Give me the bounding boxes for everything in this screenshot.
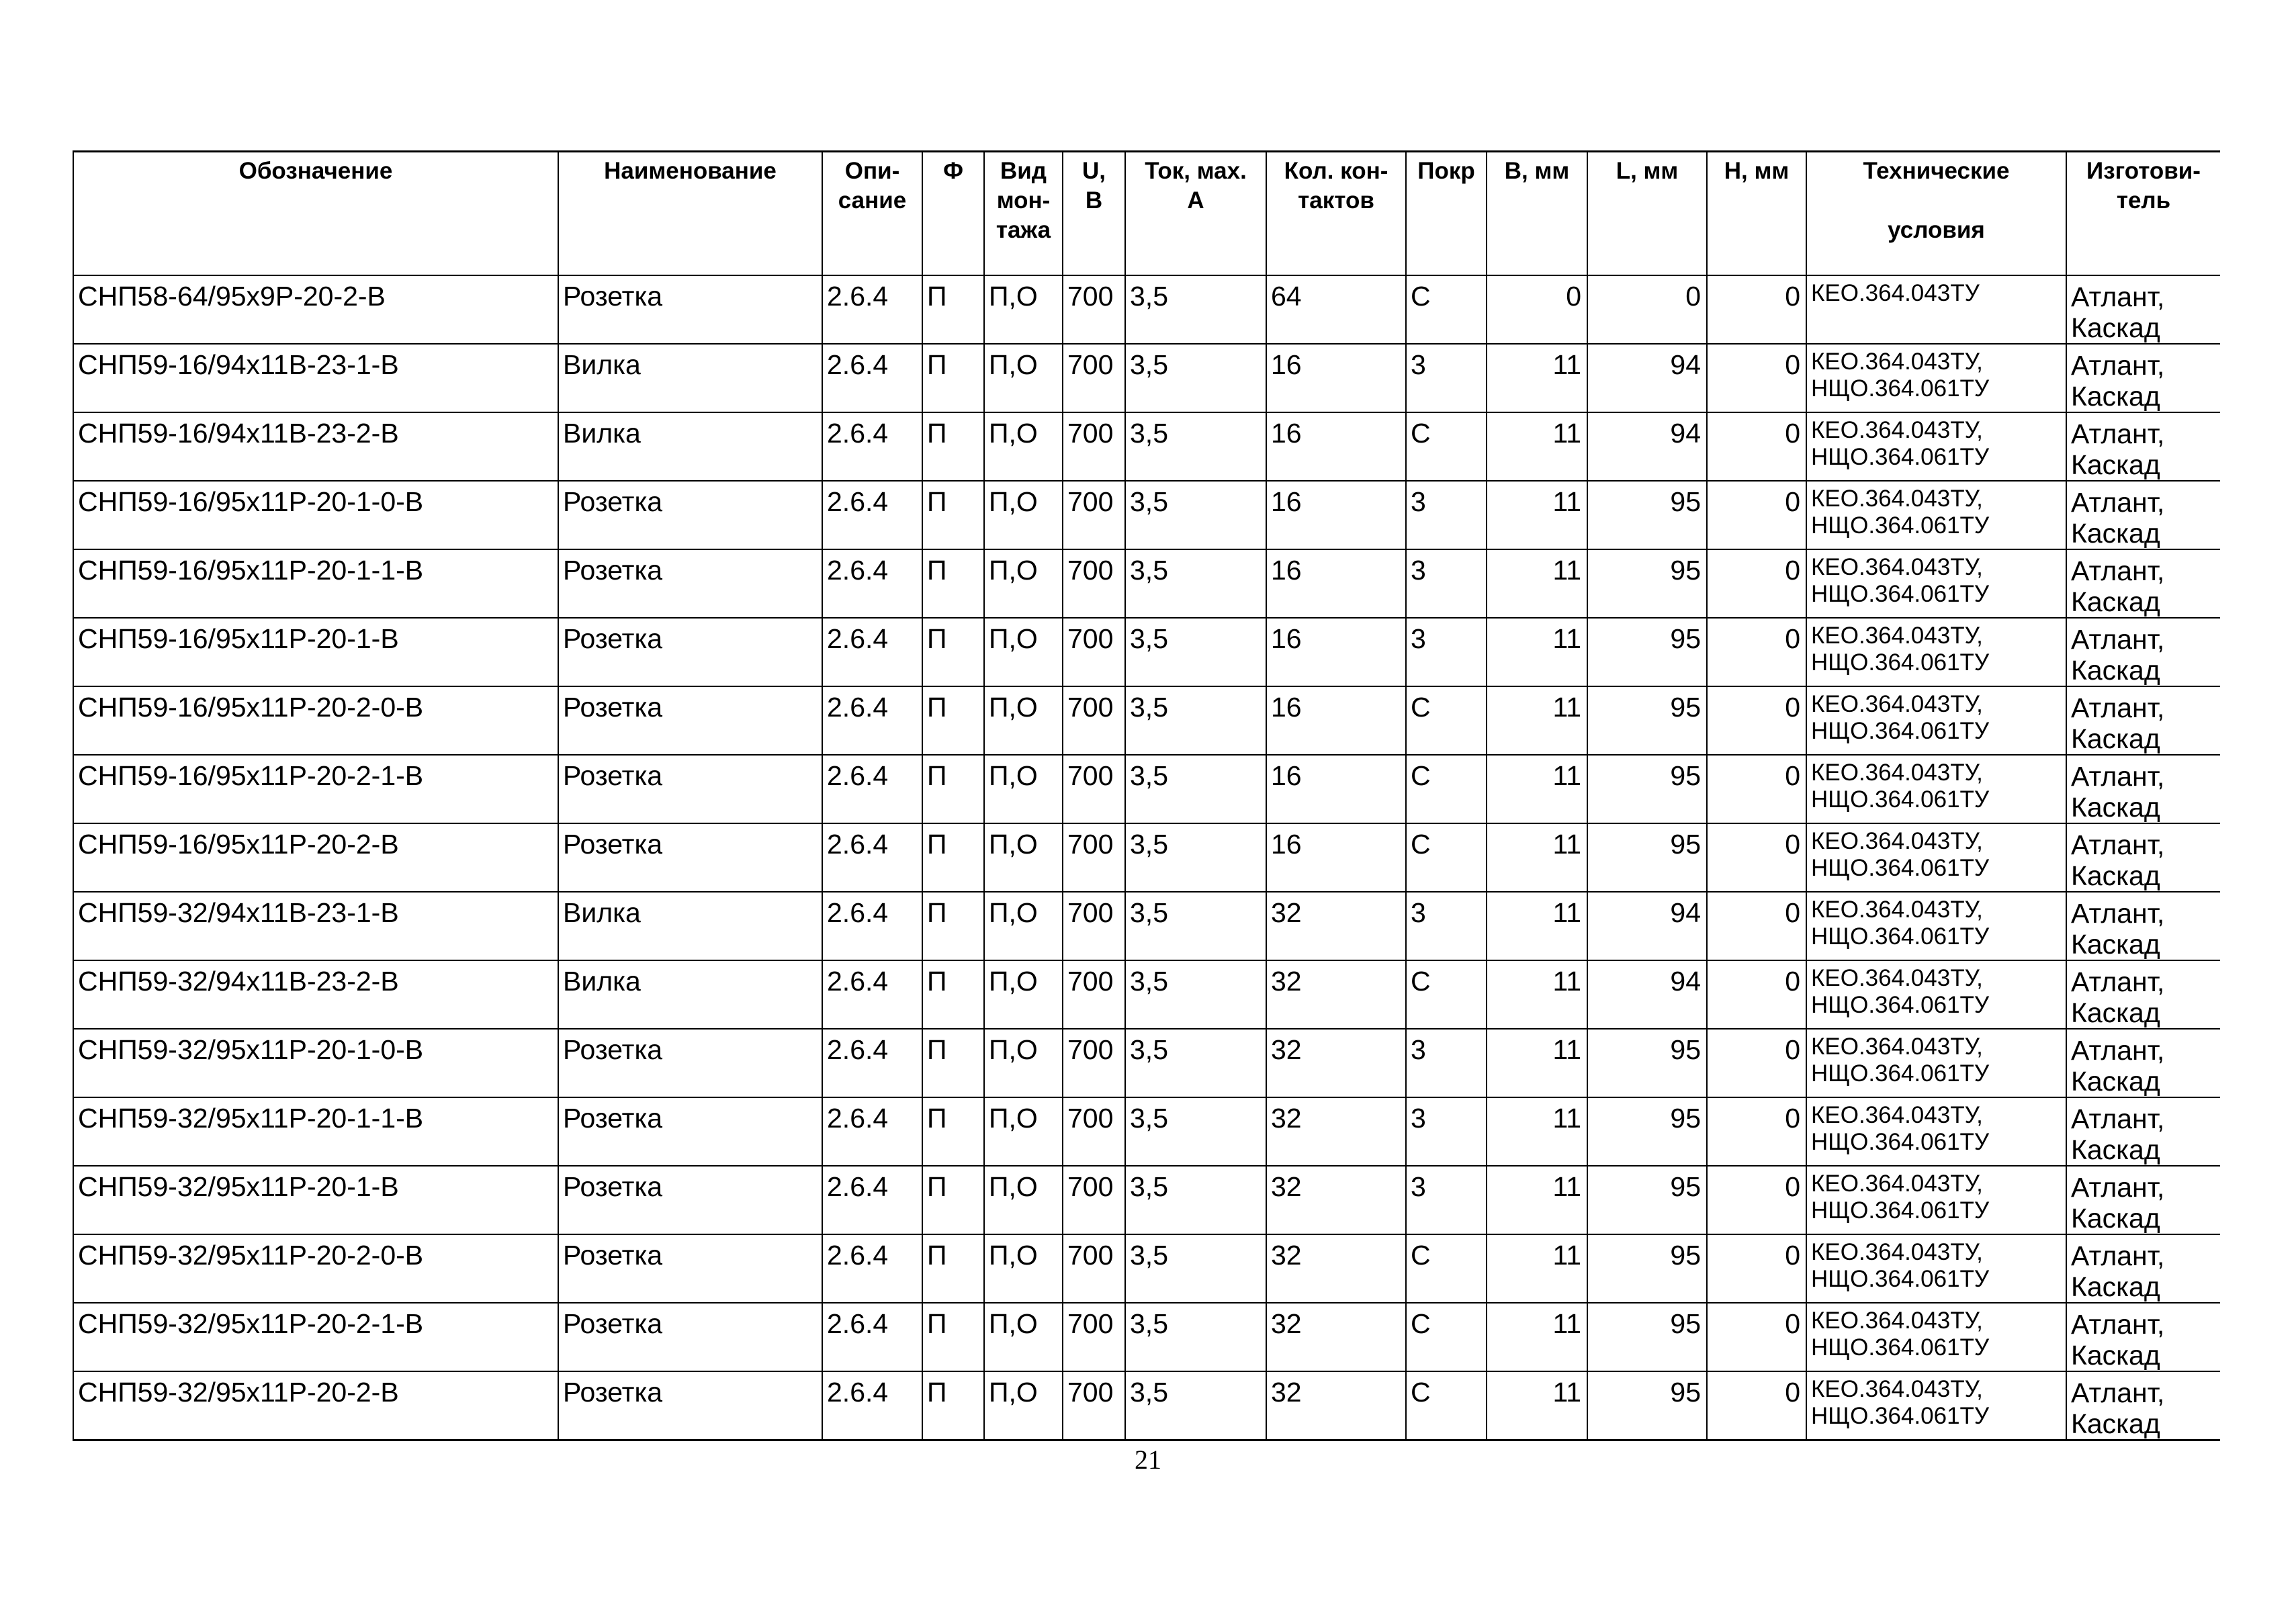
cell-f: П [922,1303,984,1371]
cell-voltage: 700 [1063,549,1125,618]
cell-f: П [922,412,984,481]
table-header-row [73,152,2220,275]
cell-tech-conditions: КЕО.364.043ТУ [1806,275,2066,344]
cell-mount-type: П,О [984,412,1063,481]
cell-voltage: 700 [1063,892,1125,960]
cell-coating: 3 [1406,618,1487,686]
header-voltage: U, В [1063,152,1125,275]
cell-manufacturer: Атлант, Каскад [2066,1234,2220,1303]
cell-length-mm: 95 [1587,618,1707,686]
cell-voltage: 700 [1063,1166,1125,1234]
cell-name: Розетка [558,686,822,755]
table-row [73,755,2220,823]
table-row [73,823,2220,892]
cell-f: П [922,275,984,344]
cell-mount-type: П,О [984,549,1063,618]
cell-coating: 3 [1406,892,1487,960]
cell-f: П [922,686,984,755]
cell-manufacturer: Атлант, Каскад [2066,344,2220,412]
cell-contact-count: 16 [1266,412,1406,481]
table-row [73,412,2220,481]
cell-description: 2.6.4 [822,1234,922,1303]
cell-contact-count: 16 [1266,618,1406,686]
cell-height-mm: 0 [1707,686,1806,755]
cell-height-mm: 0 [1707,892,1806,960]
cell-mount-type: П,О [984,823,1063,892]
cell-length-mm: 94 [1587,344,1707,412]
header-contact-count: Кол. кон- тактов [1266,152,1406,275]
cell-height-mm: 0 [1707,755,1806,823]
cell-name: Розетка [558,1234,822,1303]
cell-contact-count: 64 [1266,275,1406,344]
cell-coating: С [1406,1234,1487,1303]
cell-height-mm: 0 [1707,481,1806,549]
header-length-mm: L, мм [1587,152,1707,275]
cell-length-mm: 95 [1587,1303,1707,1371]
cell-f: П [922,481,984,549]
cell-description: 2.6.4 [822,892,922,960]
cell-voltage: 700 [1063,618,1125,686]
table-row [73,344,2220,412]
header-name: Наименование [558,152,822,275]
cell-manufacturer: Атлант, Каскад [2066,618,2220,686]
cell-height-mm: 0 [1707,960,1806,1029]
cell-tech-conditions: КЕО.364.043ТУ, НЩО.364.061ТУ [1806,1166,2066,1234]
cell-contact-count: 16 [1266,686,1406,755]
cell-mount-type: П,О [984,1371,1063,1440]
cell-voltage: 700 [1063,412,1125,481]
cell-coating: С [1406,823,1487,892]
cell-name: Розетка [558,1029,822,1097]
cell-f: П [922,1097,984,1166]
cell-height-mm: 0 [1707,823,1806,892]
cell-coating: 3 [1406,344,1487,412]
cell-tech-conditions: КЕО.364.043ТУ, НЩО.364.061ТУ [1806,412,2066,481]
cell-description: 2.6.4 [822,686,922,755]
cell-width-mm: 11 [1487,1029,1587,1097]
cell-f: П [922,1371,984,1440]
cell-designation: СНП59-16/95х11Р-20-1-1-В [73,549,558,618]
cell-current-max: 3,5 [1125,1303,1266,1371]
cell-current-max: 3,5 [1125,275,1266,344]
cell-voltage: 700 [1063,1303,1125,1371]
cell-designation: СНП59-16/95х11Р-20-1-0-В [73,481,558,549]
cell-designation: СНП59-16/94х11В-23-2-В [73,412,558,481]
cell-manufacturer: Атлант, Каскад [2066,755,2220,823]
cell-manufacturer: Атлант, Каскад [2066,1303,2220,1371]
cell-mount-type: П,О [984,1029,1063,1097]
cell-height-mm: 0 [1707,549,1806,618]
cell-height-mm: 0 [1707,412,1806,481]
table-row [73,1371,2220,1440]
header-tech-conditions: Технические условия [1806,152,2066,275]
cell-designation: СНП59-32/95х11Р-20-1-0-В [73,1029,558,1097]
cell-description: 2.6.4 [822,823,922,892]
cell-name: Вилка [558,344,822,412]
table-row [73,549,2220,618]
table-body [73,275,2220,1440]
cell-designation: СНП59-32/94х11В-23-1-В [73,892,558,960]
cell-mount-type: П,О [984,618,1063,686]
cell-tech-conditions: КЕО.364.043ТУ, НЩО.364.061ТУ [1806,1303,2066,1371]
cell-tech-conditions: КЕО.364.043ТУ, НЩО.364.061ТУ [1806,549,2066,618]
cell-mount-type: П,О [984,686,1063,755]
cell-height-mm: 0 [1707,1234,1806,1303]
header-current-max: Ток, мах. А [1125,152,1266,275]
cell-height-mm: 0 [1707,275,1806,344]
cell-tech-conditions: КЕО.364.043ТУ, НЩО.364.061ТУ [1806,1029,2066,1097]
cell-coating: С [1406,1303,1487,1371]
cell-mount-type: П,О [984,481,1063,549]
cell-f: П [922,618,984,686]
cell-contact-count: 16 [1266,549,1406,618]
cell-f: П [922,892,984,960]
cell-current-max: 3,5 [1125,1029,1266,1097]
cell-designation: СНП59-16/94х11В-23-1-В [73,344,558,412]
table-row [73,1097,2220,1166]
cell-coating: С [1406,960,1487,1029]
cell-f: П [922,1166,984,1234]
cell-tech-conditions: КЕО.364.043ТУ, НЩО.364.061ТУ [1806,892,2066,960]
cell-current-max: 3,5 [1125,481,1266,549]
cell-tech-conditions: КЕО.364.043ТУ, НЩО.364.061ТУ [1806,960,2066,1029]
cell-width-mm: 11 [1487,755,1587,823]
cell-description: 2.6.4 [822,481,922,549]
cell-description: 2.6.4 [822,1166,922,1234]
cell-current-max: 3,5 [1125,618,1266,686]
cell-name: Розетка [558,618,822,686]
cell-length-mm: 95 [1587,481,1707,549]
cell-description: 2.6.4 [822,755,922,823]
cell-coating: 3 [1406,1029,1487,1097]
cell-designation: СНП59-32/95х11Р-20-1-1-В [73,1097,558,1166]
table-row [73,618,2220,686]
cell-height-mm: 0 [1707,1371,1806,1440]
cell-length-mm: 95 [1587,549,1707,618]
cell-designation: СНП59-16/95х11Р-20-1-В [73,618,558,686]
cell-contact-count: 16 [1266,823,1406,892]
table-row [73,960,2220,1029]
cell-width-mm: 11 [1487,1371,1587,1440]
cell-name: Розетка [558,755,822,823]
cell-voltage: 700 [1063,344,1125,412]
cell-coating: С [1406,755,1487,823]
cell-voltage: 700 [1063,275,1125,344]
cell-coating: 3 [1406,1166,1487,1234]
cell-contact-count: 32 [1266,1234,1406,1303]
table-row [73,1029,2220,1097]
cell-length-mm: 95 [1587,1097,1707,1166]
cell-f: П [922,755,984,823]
cell-length-mm: 94 [1587,892,1707,960]
cell-current-max: 3,5 [1125,823,1266,892]
cell-voltage: 700 [1063,823,1125,892]
cell-width-mm: 11 [1487,1097,1587,1166]
cell-mount-type: П,О [984,344,1063,412]
cell-name: Вилка [558,412,822,481]
cell-length-mm: 95 [1587,686,1707,755]
cell-tech-conditions: КЕО.364.043ТУ, НЩО.364.061ТУ [1806,618,2066,686]
cell-coating: 3 [1406,481,1487,549]
table-row [73,892,2220,960]
cell-mount-type: П,О [984,1303,1063,1371]
cell-height-mm: 0 [1707,1303,1806,1371]
cell-mount-type: П,О [984,755,1063,823]
cell-mount-type: П,О [984,892,1063,960]
cell-description: 2.6.4 [822,1097,922,1166]
cell-f: П [922,823,984,892]
cell-f: П [922,960,984,1029]
cell-tech-conditions: КЕО.364.043ТУ, НЩО.364.061ТУ [1806,481,2066,549]
cell-width-mm: 11 [1487,1234,1587,1303]
cell-mount-type: П,О [984,1097,1063,1166]
cell-contact-count: 32 [1266,1371,1406,1440]
cell-designation: СНП59-16/95х11Р-20-2-В [73,823,558,892]
cell-voltage: 700 [1063,481,1125,549]
header-description: Опи- сание [822,152,922,275]
cell-contact-count: 16 [1266,344,1406,412]
table-row [73,686,2220,755]
cell-name: Розетка [558,1371,822,1440]
header-f: Ф [922,152,984,275]
cell-current-max: 3,5 [1125,1166,1266,1234]
cell-designation: СНП59-32/95х11Р-20-1-В [73,1166,558,1234]
table-row [73,1234,2220,1303]
cell-coating: 3 [1406,1097,1487,1166]
cell-mount-type: П,О [984,1234,1063,1303]
cell-designation: СНП59-32/95х11Р-20-2-В [73,1371,558,1440]
table-row [73,1303,2220,1371]
cell-name: Розетка [558,823,822,892]
cell-contact-count: 32 [1266,960,1406,1029]
cell-width-mm: 11 [1487,618,1587,686]
cell-designation: СНП59-32/94х11В-23-2-В [73,960,558,1029]
cell-width-mm: 11 [1487,549,1587,618]
cell-tech-conditions: КЕО.364.043ТУ, НЩО.364.061ТУ [1806,823,2066,892]
cell-current-max: 3,5 [1125,549,1266,618]
cell-width-mm: 11 [1487,1303,1587,1371]
cell-length-mm: 95 [1587,1166,1707,1234]
cell-manufacturer: Атлант, Каскад [2066,1166,2220,1234]
page-number: 21 [1135,1445,1161,1475]
cell-name: Розетка [558,1097,822,1166]
cell-current-max: 3,5 [1125,755,1266,823]
cell-tech-conditions: КЕО.364.043ТУ, НЩО.364.061ТУ [1806,1097,2066,1166]
header-width-mm: В, мм [1487,152,1587,275]
cell-voltage: 700 [1063,686,1125,755]
cell-width-mm: 11 [1487,892,1587,960]
cell-voltage: 700 [1063,1371,1125,1440]
cell-tech-conditions: КЕО.364.043ТУ, НЩО.364.061ТУ [1806,1234,2066,1303]
cell-height-mm: 0 [1707,1097,1806,1166]
cell-manufacturer: Атлант, Каскад [2066,686,2220,755]
cell-length-mm: 95 [1587,1371,1707,1440]
cell-name: Розетка [558,1166,822,1234]
cell-designation: СНП59-16/95х11Р-20-2-0-В [73,686,558,755]
cell-width-mm: 11 [1487,686,1587,755]
cell-width-mm: 0 [1487,275,1587,344]
cell-coating: С [1406,686,1487,755]
cell-manufacturer: Атлант, Каскад [2066,1029,2220,1097]
cell-manufacturer: Атлант, Каскад [2066,960,2220,1029]
cell-description: 2.6.4 [822,549,922,618]
cell-width-mm: 11 [1487,823,1587,892]
cell-designation: СНП58-64/95х9Р-20-2-В [73,275,558,344]
cell-manufacturer: Атлант, Каскад [2066,892,2220,960]
cell-length-mm: 95 [1587,755,1707,823]
cell-contact-count: 32 [1266,1097,1406,1166]
cell-height-mm: 0 [1707,1166,1806,1234]
cell-description: 2.6.4 [822,960,922,1029]
cell-manufacturer: Атлант, Каскад [2066,823,2220,892]
table-row [73,275,2220,344]
cell-length-mm: 0 [1587,275,1707,344]
header-height-mm: Н, мм [1707,152,1806,275]
cell-description: 2.6.4 [822,275,922,344]
cell-manufacturer: Атлант, Каскад [2066,1371,2220,1440]
cell-contact-count: 32 [1266,892,1406,960]
cell-name: Розетка [558,481,822,549]
connector-spec-table [73,150,2220,1441]
cell-contact-count: 16 [1266,755,1406,823]
cell-manufacturer: Атлант, Каскад [2066,1097,2220,1166]
cell-name: Розетка [558,549,822,618]
cell-description: 2.6.4 [822,344,922,412]
cell-manufacturer: Атлант, Каскад [2066,481,2220,549]
cell-length-mm: 94 [1587,960,1707,1029]
table-row [73,1166,2220,1234]
cell-current-max: 3,5 [1125,960,1266,1029]
cell-manufacturer: Атлант, Каскад [2066,412,2220,481]
cell-voltage: 700 [1063,1029,1125,1097]
cell-length-mm: 95 [1587,823,1707,892]
cell-mount-type: П,О [984,960,1063,1029]
cell-height-mm: 0 [1707,618,1806,686]
cell-length-mm: 95 [1587,1029,1707,1097]
cell-voltage: 700 [1063,755,1125,823]
cell-description: 2.6.4 [822,412,922,481]
cell-current-max: 3,5 [1125,412,1266,481]
cell-name: Вилка [558,892,822,960]
cell-f: П [922,549,984,618]
cell-coating: 3 [1406,549,1487,618]
cell-f: П [922,1029,984,1097]
cell-current-max: 3,5 [1125,686,1266,755]
cell-voltage: 700 [1063,960,1125,1029]
cell-mount-type: П,О [984,275,1063,344]
cell-voltage: 700 [1063,1097,1125,1166]
cell-tech-conditions: КЕО.364.043ТУ, НЩО.364.061ТУ [1806,755,2066,823]
cell-name: Розетка [558,275,822,344]
header-coating: Покр [1406,152,1487,275]
cell-description: 2.6.4 [822,618,922,686]
cell-width-mm: 11 [1487,960,1587,1029]
cell-coating: С [1406,412,1487,481]
cell-voltage: 700 [1063,1234,1125,1303]
cell-tech-conditions: КЕО.364.043ТУ, НЩО.364.061ТУ [1806,1371,2066,1440]
header-designation: Обозначение [73,152,558,275]
cell-description: 2.6.4 [822,1029,922,1097]
cell-height-mm: 0 [1707,344,1806,412]
cell-contact-count: 32 [1266,1029,1406,1097]
cell-width-mm: 11 [1487,412,1587,481]
cell-width-mm: 11 [1487,1166,1587,1234]
cell-designation: СНП59-32/95х11Р-20-2-1-В [73,1303,558,1371]
cell-current-max: 3,5 [1125,344,1266,412]
cell-name: Вилка [558,960,822,1029]
cell-tech-conditions: КЕО.364.043ТУ, НЩО.364.061ТУ [1806,344,2066,412]
cell-designation: СНП59-32/95х11Р-20-2-0-В [73,1234,558,1303]
cell-height-mm: 0 [1707,1029,1806,1097]
cell-f: П [922,344,984,412]
cell-description: 2.6.4 [822,1303,922,1371]
cell-designation: СНП59-16/95х11Р-20-2-1-В [73,755,558,823]
header-mount-type: Вид мон- тажа [984,152,1063,275]
cell-width-mm: 11 [1487,344,1587,412]
cell-coating: С [1406,275,1487,344]
table-row [73,481,2220,549]
cell-contact-count: 32 [1266,1303,1406,1371]
cell-name: Розетка [558,1303,822,1371]
cell-description: 2.6.4 [822,1371,922,1440]
cell-length-mm: 95 [1587,1234,1707,1303]
cell-mount-type: П,О [984,1166,1063,1234]
cell-contact-count: 32 [1266,1166,1406,1234]
cell-manufacturer: Атлант, Каскад [2066,275,2220,344]
cell-current-max: 3,5 [1125,1234,1266,1303]
cell-current-max: 3,5 [1125,1371,1266,1440]
cell-f: П [922,1234,984,1303]
cell-coating: С [1406,1371,1487,1440]
cell-contact-count: 16 [1266,481,1406,549]
header-manufacturer: Изготови- тель [2066,152,2220,275]
cell-length-mm: 94 [1587,412,1707,481]
cell-width-mm: 11 [1487,481,1587,549]
cell-current-max: 3,5 [1125,892,1266,960]
cell-tech-conditions: КЕО.364.043ТУ, НЩО.364.061ТУ [1806,686,2066,755]
cell-current-max: 3,5 [1125,1097,1266,1166]
cell-manufacturer: Атлант, Каскад [2066,549,2220,618]
